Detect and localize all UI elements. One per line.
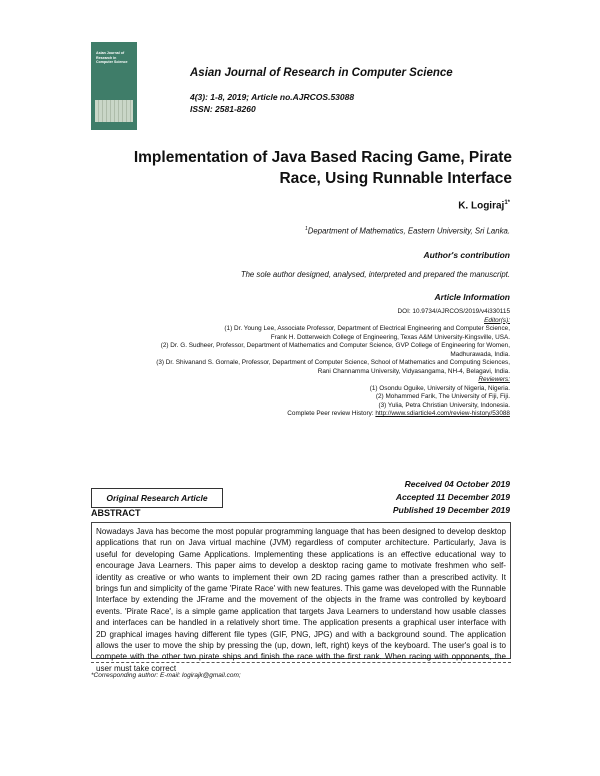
affiliation — [305, 226, 510, 236]
editor-line: Rani Channamma University, Vidyasangama, NH-4, Belagavi, India. — [317, 367, 510, 375]
reviewer-line: (2) Mohammed Farik, The University of Fiji, Fiji. — [375, 393, 510, 400]
issn: ISSN: 2581-8260 — [190, 104, 256, 114]
author-line — [458, 200, 510, 211]
publication-dates — [393, 478, 510, 517]
reviewer-line: (3) Yulia, Petra Christian University, Indonesia. — [378, 401, 510, 409]
affiliation-marker: 1 — [304, 226, 308, 232]
issue-info: 4(3): 1-8, 2019; Article no.AJRCOS.53088 — [190, 92, 355, 102]
contribution-heading: Author's contribution — [423, 250, 510, 260]
corresponding-author-footnote: *Corresponding author: E-mail: logirajk@gmail.com; — [91, 672, 241, 679]
received-date: Received 04 October 2019 — [404, 479, 510, 489]
reviewers-label: Reviewers: — [478, 376, 510, 383]
review-history-label: Complete Peer review History: — [287, 410, 374, 417]
abstract-text: Nowadays Java has become the most popular programming language that has been designed to develop desktop applications that run on Java virtual machine (JVM) regardless of computer architecture. Particularly, Java is useful for developing Game Applications. Implementing these applications is an effective educational way to encourage Java Learners. This paper aims to develop a desktop racing game to motivate freshmen who self-identity as creative or who wants to implement their own 2D racing games rather than a prescribed activity. It brings fun and simplicity of the game 'Pirate Race' with new features. This game was developed with the Runnable Interface by extending the JFrame and the movement of the objects in the frame was controlled by keyboard events. 'Pirate Race', is a simple game application that targets Java Learners to understand how usable classes and interfaces can be handled in a relatively short time. The application presents a graphical user interface with 2D graphical images having different file types (GIF, PNG, JPG) and with a background sound. The application allows the user to move the ship by pressing the (up, down, left, right) keys of the keyboard. The user's goal is to compete with the other two pirate ships and finish the race with the first rank. When racing with opponents, the user must take correct — [91, 522, 511, 659]
paper-title: Implementation of Java Based Racing Game, Pirate Race, Using Runnable Interface — [133, 149, 512, 187]
affiliation-text: Department of Mathematics, Eastern University, Sri Lanka. — [307, 226, 510, 236]
editor-line: Frank H. Dotterweich College of Engineering, Texas A&M University-Kingsville, USA. — [270, 333, 510, 341]
editor-line: (1) Dr. Young Lee, Associate Professor, Department of Electrical Engineering and Computer Science, — [224, 325, 510, 332]
review-history-link[interactable]: http://www.sdiarticle4.com/review-history/53088 — [375, 410, 510, 417]
cover-graphic — [95, 100, 133, 122]
editor-line: Madhurawada, India. — [450, 350, 510, 358]
contribution-text: The sole author designed, analysed, interpreted and prepared the manuscript. — [240, 270, 510, 279]
article-info-block — [70, 308, 510, 419]
reviewer-line: (1) Osondu Oguike, University of Nigeria, Nigeria. — [369, 384, 510, 392]
review-history-line — [70, 410, 510, 419]
cover-title: Asian Journal of Research in Computer Science — [96, 51, 128, 64]
accepted-date: Accepted 11 December 2019 — [395, 492, 510, 502]
footnote-divider — [91, 662, 511, 663]
author-name: K. Logiraj — [458, 200, 505, 212]
editor-line: (3) Dr. Shivanand S. Gornale, Professor, Department of Computer Science, School of Mathematics and Computing Sciences, — [156, 359, 510, 366]
editor-line: (2) Dr. G. Sudheer, Professor, Department of Mathematics and Computer Science, GVP College of Engineering for Women, — [160, 342, 510, 349]
article-info-heading: Article Information — [434, 292, 510, 302]
journal-name: Asian Journal of Research in Computer Science — [190, 67, 453, 79]
abstract-heading: ABSTRACT — [91, 508, 141, 518]
article-type-badge: Original Research Article — [91, 488, 223, 508]
published-date: Published 19 December 2019 — [392, 505, 510, 515]
doi: DOI: 10.9734/AJRCOS/2019/v4i330115 — [397, 308, 510, 315]
editors-label: Editor(s): — [484, 316, 510, 324]
author-marker: 1* — [504, 200, 510, 206]
journal-cover-image — [91, 42, 137, 130]
